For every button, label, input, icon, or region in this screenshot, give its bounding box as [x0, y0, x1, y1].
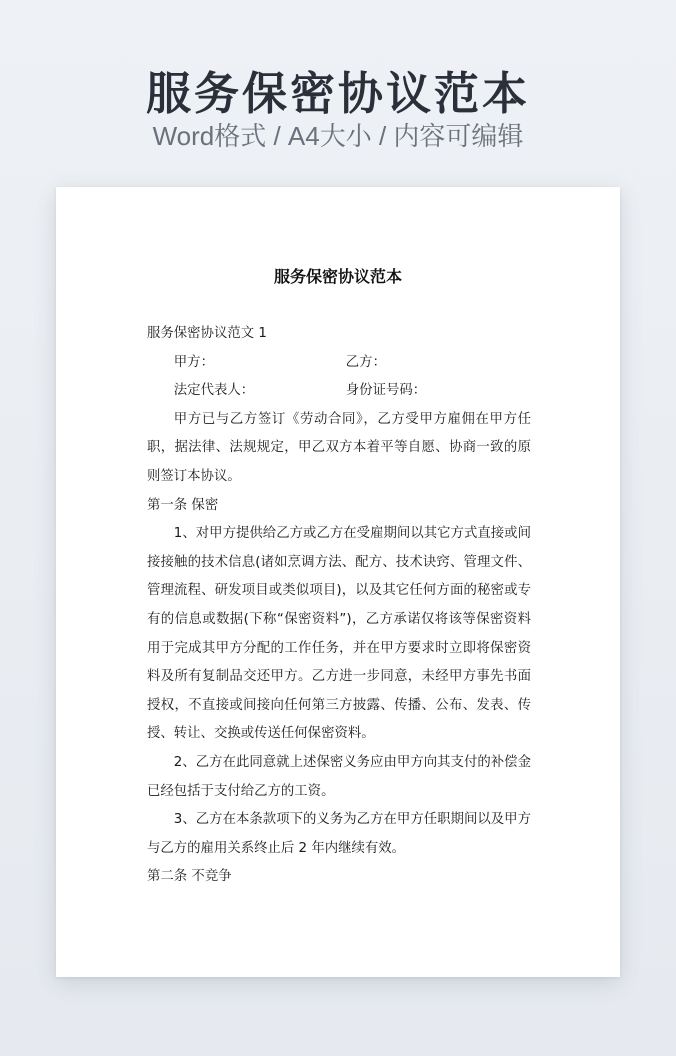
representative-row [147, 377, 531, 406]
article1-clause3: 3、乙方在本条款项下的义务为乙方在甲方任职期间以及甲方与乙方的雇用关系终止后 2 年内继续有效。 [147, 812, 531, 856]
banner-title: 服务保密协议范本 [145, 67, 530, 120]
party-b-label: 乙方： [345, 354, 386, 370]
document-page [56, 187, 620, 977]
intro-paragraph: 甲方已与乙方签订《劳动合同》，乙方受甲方雇佣在甲方任职，据法律、法规规定，甲乙双方本着平等自愿、协商一致的原则签订本协议。 [147, 411, 531, 484]
party-row [147, 349, 531, 378]
banner-subtitle: Word格式 / A4大小 / 内容可编辑 [152, 121, 524, 151]
document-title: 服务保密协议范本 [273, 267, 402, 286]
party-a-label: 甲方： [173, 354, 214, 370]
article1-heading: 第一条 保密 [147, 497, 219, 513]
legal-rep-label: 法定代表人： [173, 383, 255, 399]
section-label: 服务保密协议范文 1 [147, 326, 267, 341]
article1-clause1: 1、对甲方提供给乙方或乙方在受雇期间以其它方式直接或间接接触的技术信息(诸如烹调方法、配方、技术诀窍、管理文件、管理流程、研发项目或类似项目)，以及其它任何方面的秘密或专有的信息或数据(下称“保密资料”)，乙方承诺仅将该等保密资料用于完成其甲方分配的工作任务，并在甲方要求时立即将保密资料及所有复制品交还甲方。乙方进一步同意，未经甲方事先书面授权，不直接或间接向任何第三方披露、传播、公布、发表、传授、转让、交换或传送任何保密资料。 [147, 526, 531, 742]
article1-clause2: 2、乙方在此同意就上述保密义务应由甲方向其支付的补偿金已经包括于支付给乙方的工资。 [147, 754, 531, 799]
document-body [147, 320, 531, 892]
id-number-label: 身份证号码： [345, 383, 427, 399]
article2-heading: 第二条 不竞争 [147, 869, 232, 885]
